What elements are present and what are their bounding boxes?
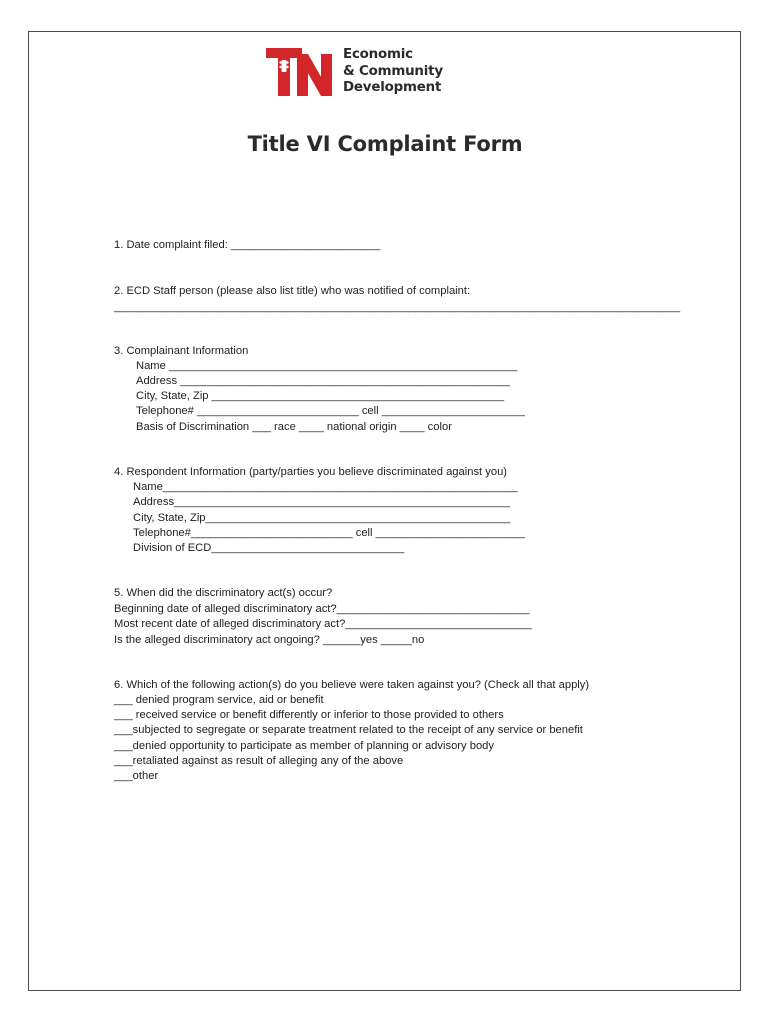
q6-option[interactable]: ___ received service or benefit differently or inferior to those provided to others	[114, 709, 504, 721]
logo-wordmark	[343, 47, 443, 97]
q3-city-field[interactable]: City, State, Zip _______________________________________________	[136, 390, 505, 402]
q4-telephone-field[interactable]: Telephone#__________________________ cell ________________________	[133, 527, 525, 539]
q4-city-field[interactable]: City, State, Zip_________________________________________________	[133, 512, 511, 524]
logo-line-3: Development	[343, 80, 442, 95]
q2-blank[interactable]: __________________________________________________________________________________________________	[114, 301, 680, 313]
logo-line-1: Economic	[343, 47, 413, 62]
tn-logo-mark-icon	[266, 48, 338, 96]
q5-recent-date[interactable]: Most recent date of alleged discriminatory act?______________________________	[114, 618, 532, 630]
q5-beginning-date[interactable]: Beginning date of alleged discriminatory act?_______________________________	[114, 603, 530, 615]
q1-date-filed[interactable]: 1. Date complaint filed: ________________________	[114, 239, 381, 251]
q4-name-field[interactable]: Name_________________________________________________________	[133, 481, 518, 493]
q6-option[interactable]: ___retaliated against as result of alleging any of the above	[114, 755, 404, 767]
q3-name-field[interactable]: Name ________________________________________________________	[136, 360, 518, 372]
q3-heading: 3. Complainant Information	[114, 345, 249, 357]
logo-line-2: & Community	[343, 63, 443, 79]
q4-address-field[interactable]: Address______________________________________________________	[133, 496, 511, 508]
q6-option[interactable]: ___other	[114, 770, 159, 782]
q4-heading: 4. Respondent Information (party/parties you believe discriminated against you)	[114, 466, 508, 478]
q6-option[interactable]: ___ denied program service, aid or benefit	[114, 694, 324, 706]
q5-heading: 5. When did the discriminatory act(s) occur?	[114, 587, 333, 599]
q6-option[interactable]: ___denied opportunity to participate as member of planning or advisory body	[114, 740, 494, 752]
q4-division-field[interactable]: Division of ECD_______________________________	[133, 542, 405, 554]
q3-telephone-field[interactable]: Telephone# __________________________ cell _______________________	[136, 405, 525, 417]
q3-address-field[interactable]: Address _____________________________________________________	[136, 375, 510, 387]
q3-basis-field[interactable]: Basis of Discrimination ___ race ____ national origin ____ color	[136, 421, 452, 433]
tn-ecd-logo	[266, 46, 448, 98]
q6-heading: 6. Which of the following action(s) do you believe were taken against you? (Check all that apply)	[114, 679, 590, 691]
q2-label: 2. ECD Staff person (please also list title) who was notified of complaint:	[114, 285, 471, 297]
q5-ongoing[interactable]: Is the alleged discriminatory act ongoing? ______yes _____no	[114, 634, 425, 646]
q6-option[interactable]: ___subjected to segregate or separate treatment related to the receipt of any service or benefit	[114, 724, 583, 736]
form-title: Title VI Complaint Form	[247, 132, 523, 156]
